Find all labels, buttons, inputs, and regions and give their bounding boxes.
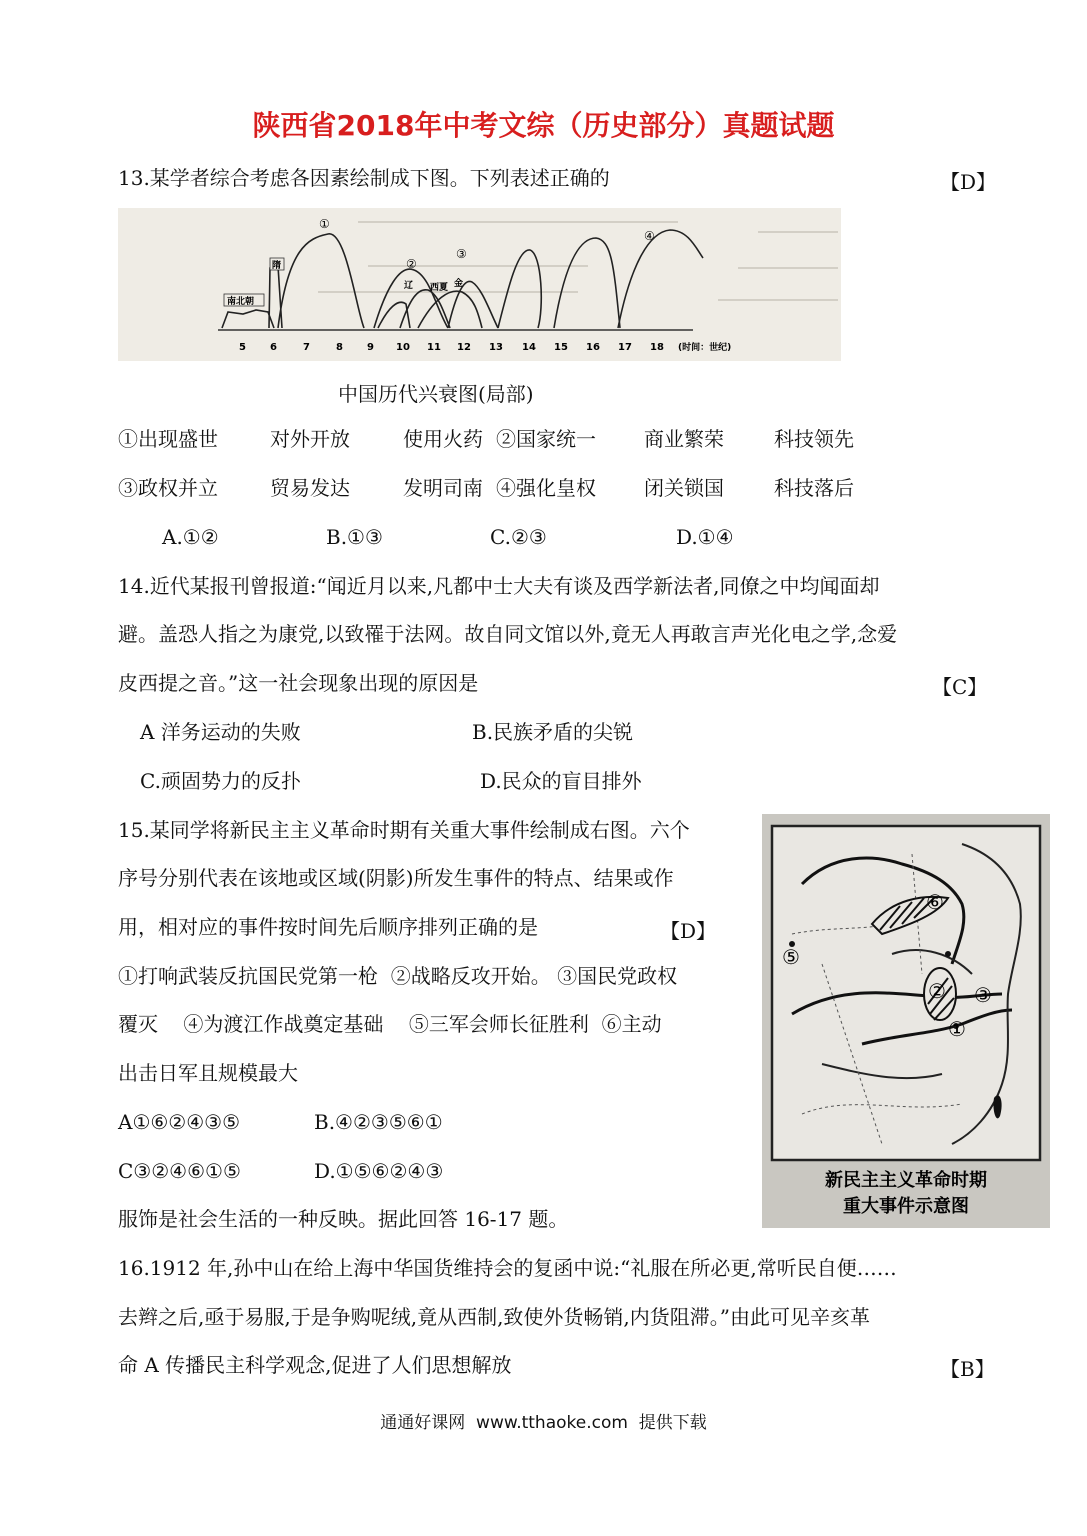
marker-4: ④	[644, 229, 655, 243]
map-marker-5: ⑤	[782, 945, 800, 969]
q15-map	[762, 814, 1050, 1228]
q13-row2-c2: 贸易发达	[270, 476, 350, 500]
q15-line1: 15.某同学将新民主主义革命时期有关重大事件绘制成右图。六个	[118, 818, 690, 842]
map-marker-6: ⑥	[926, 890, 944, 914]
q13-option-b: B.①③	[326, 525, 383, 549]
q13-row1-c3: 使用火药	[403, 427, 483, 451]
q13-chart-caption: 中国历代兴衰图(局部)	[338, 382, 534, 406]
q15-line6: 出击日军且规模最大	[118, 1061, 298, 1085]
q16-answer: 【B】	[940, 1357, 995, 1381]
q15-answer: 【D】	[660, 919, 717, 943]
q15-line2: 序号分别代表在该地或区域(阴影)所发生事件的特点、结果或作	[118, 866, 674, 890]
q15-map-svg	[762, 814, 1050, 1228]
q13-row2-c3: 发明司南	[403, 476, 483, 500]
tick-10: 10	[396, 342, 410, 353]
q16-line2: 去辫之后,亟于易服,于是争购呢绒,竟从西制,致使外货畅销,内货阻滞。”由此可见辛亥革	[118, 1305, 871, 1329]
footer: 通通好课网 www.tthaoke.com 提供下载	[380, 1413, 707, 1433]
q13-chart	[118, 208, 841, 361]
label-xixia: 西夏	[430, 283, 449, 293]
intro-16-17: 服饰是社会生活的一种反映。据此回答 16-17 题。	[118, 1207, 569, 1231]
q14-line2: 避。盖恐人指之为康党,以致罹于法网。故自同文馆以外,竟无人再敢言声光化电之学,念爱	[118, 622, 898, 646]
map-caption-line2: 重大事件示意图	[843, 1196, 969, 1217]
q13-row1-c6: 科技领先	[774, 427, 854, 451]
label-sui: 隋	[272, 261, 282, 271]
tick-15: 15	[554, 342, 568, 353]
q13-row1-c1: ①出现盛世	[118, 427, 218, 451]
q15-option-c: C③②④⑥①⑤	[118, 1159, 241, 1183]
tick-9: 9	[367, 342, 374, 353]
tick-14: 14	[522, 342, 536, 353]
x-axis-label: (时间：世纪)	[678, 343, 732, 353]
tick-7: 7	[303, 342, 310, 353]
tick-8: 8	[336, 342, 343, 353]
label-nbc: 南北朝	[227, 297, 255, 307]
q13-row2-c1: ③政权并立	[118, 476, 218, 500]
q16-line3: 命 A 传播民主科学观念,促进了人们思想解放	[118, 1353, 512, 1377]
q15-option-b: B.④②③⑤⑥①	[314, 1110, 443, 1134]
q15-line3: 用，相对应的事件按时间先后顺序排列正确的是	[118, 915, 538, 939]
marker-2: ②	[406, 257, 417, 271]
q14-answer: 【C】	[932, 675, 988, 699]
q13-chart-svg	[118, 208, 841, 361]
q13-answer: 【D】	[940, 170, 997, 194]
q13-row2-c4: ④强化皇权	[496, 476, 596, 500]
q15-line4: ①打响武装反抗国民党第一枪 ②战略反攻开始。 ③国民党政权	[118, 964, 678, 988]
q13-row1-c2: 对外开放	[270, 427, 350, 451]
map-marker-1: ①	[948, 1017, 966, 1041]
q13-row1-c5: 商业繁荣	[644, 427, 724, 451]
q14-option-a: A 洋务运动的失败	[140, 720, 301, 744]
tick-11: 11	[427, 342, 441, 353]
map-caption-line1: 新民主主义革命时期	[825, 1170, 987, 1191]
q13-row2-c6: 科技落后	[774, 476, 854, 500]
q13-stem: 13.某学者综合考虑各因素绘制成下图。下列表述正确的	[118, 166, 610, 190]
tick-6: 6	[270, 342, 277, 353]
q14-line1: 14.近代某报刊曾报道:“闻近月以来,凡都中士大夫有谈及西学新法者,同僚之中均闻面却	[118, 574, 880, 598]
map-marker-2: ②	[928, 979, 946, 1003]
q15-option-a: A①⑥②④③⑤	[118, 1110, 241, 1134]
q13-option-d: D.①④	[676, 525, 734, 549]
label-liao: 辽	[404, 281, 414, 291]
q14-option-b: B.民族矛盾的尖锐	[472, 720, 634, 744]
q14-option-d: D.民众的盲目排外	[480, 769, 642, 793]
q14-line3: 皮西提之音。”这一社会现象出现的原因是	[118, 671, 479, 695]
marker-1: ①	[319, 217, 330, 231]
marker-3: ③	[456, 247, 467, 261]
tick-17: 17	[618, 342, 632, 353]
q13-row2-c5: 闭关锁国	[644, 476, 724, 500]
q13-option-c: C.②③	[490, 525, 547, 549]
tick-16: 16	[586, 342, 600, 353]
label-jin: 金	[454, 279, 464, 289]
q15-option-d: D.①⑤⑥②④③	[314, 1159, 444, 1183]
q13-option-a: A.①②	[162, 525, 219, 549]
q14-option-c: C.顽固势力的反扑	[140, 769, 301, 793]
tick-5: 5	[239, 342, 246, 353]
q13-row1-c4: ②国家统一	[496, 427, 596, 451]
q16-line1: 16.1912 年,孙中山在给上海中华国货维持会的复函中说:“礼服在所必更,常听民自便……	[118, 1256, 897, 1280]
tick-13: 13	[489, 342, 503, 353]
tick-12: 12	[457, 342, 471, 353]
page-title: 陕西省2018年中考文综（历史部分）真题试题	[252, 109, 835, 142]
map-marker-3: ③	[974, 983, 992, 1007]
tick-18: 18	[650, 342, 664, 353]
q15-line5: 覆灭 ④为渡江作战奠定基础 ⑤三军会师长征胜利 ⑥主动	[118, 1012, 662, 1036]
